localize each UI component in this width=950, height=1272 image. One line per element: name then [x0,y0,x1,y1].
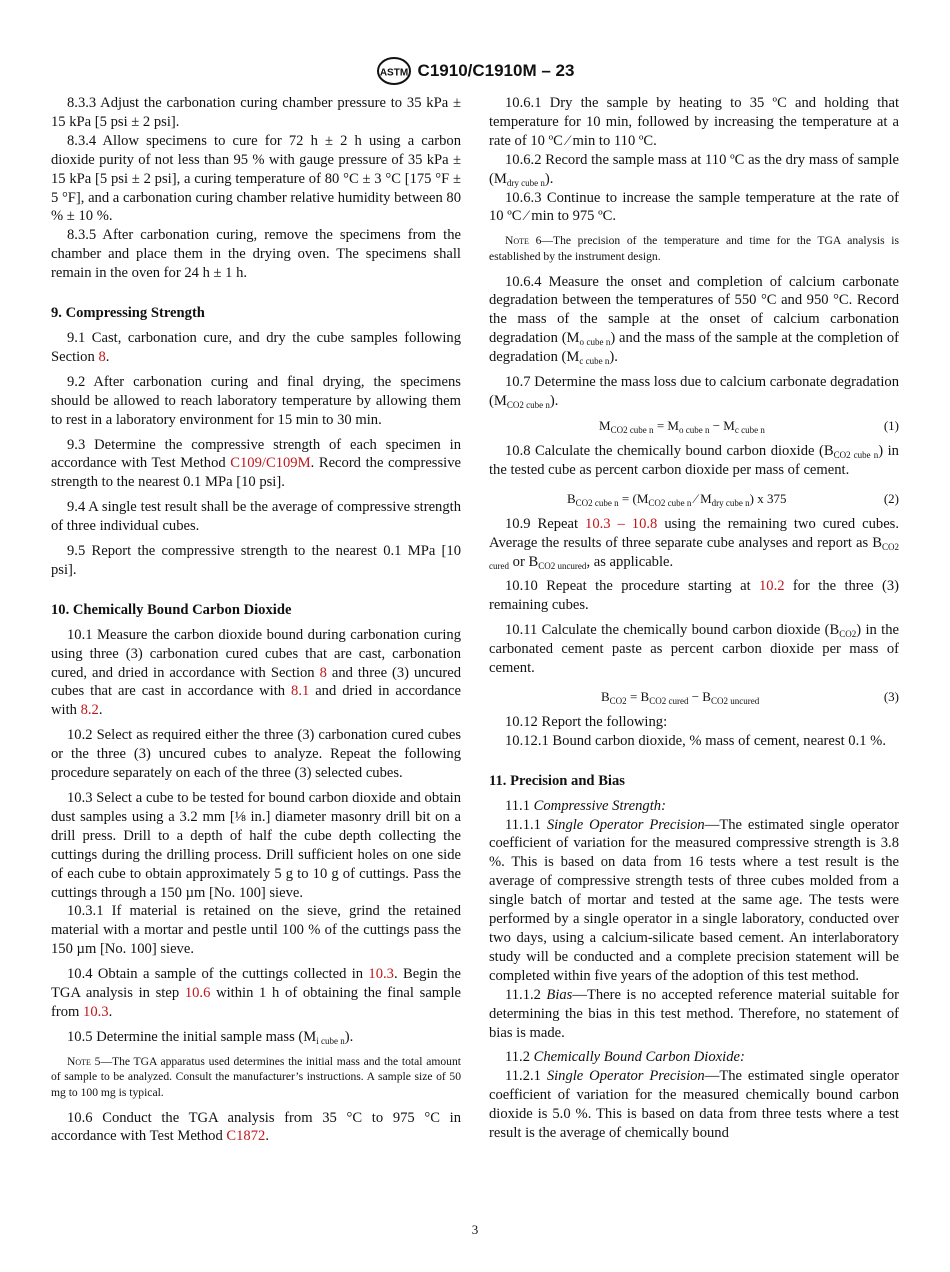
svg-text:ASTM: ASTM [379,67,408,79]
page-number: 3 [471,1222,479,1237]
para-10-11: 10.11 Calculate the chemically bound carbon dioxide $(B_{CO2})$ in the carbonated cement paste as percent carbon dioxide per mass of cement. [489,622,900,677]
link-10-2[interactable]: 10.2 [758,578,785,595]
para-10-6-3: 10.6.3 Continue to increase the sample temperature at the rate of 10 ºC ⁄ min to 975 ºC. [489,189,899,225]
link-10-3[interactable]: 10.3 [83,1003,109,1020]
para-10-7: 10.7 Determine the mass loss due to calcium carbonate degradation $(M_{CO2 cube n})$. [489,374,899,410]
equation-1-expression: $M_{CO2 cube n} = M_{o cube n} - M_{c cube n}$ [599,417,765,435]
right-column [489,94,899,1143]
equation-2-expression: $B_{CO2 cube n} = (M_{CO2 cube n}$ ⁄ $M_{dry cube n}$) x 375 [567,490,787,508]
para-9-3: 9.3 Determine the compressive strength of each specimen in accordance with Test Method C109/C109M. Record the compressive strength to the nearest 0.1 MPa [10 psi]. [51,436,461,491]
link-10-3-to-10-8[interactable]: 10.3 – 10.8 [585,515,658,532]
para-10-4: 10.4 Obtain a sample of the cuttings collected in 10.3. Begin the TGA analysis in step 10.6 within 1 h of obtaining the final sample from 10.3. [51,966,462,1020]
para-10-6-2: 10.6.2 Record the sample mass at 110 ºC as the dry mass of sample $(M_{dry cube n})$. [489,151,899,188]
para-11-2: 11.2 Chemically Bound Carbon Dioxide: [505,1049,745,1066]
equation-2 [489,490,899,509]
document-designation: C1910/C1910M – 23 [417,61,575,80]
link-8-1[interactable]: 8.1 [291,683,310,700]
para-11-1-2: 11.1.2 Bias—There is no accepted reference material suitable for determining the bias in this test method. Therefore, no statement of bias is made. [489,986,899,1041]
equation-3-number: (3) [883,688,899,704]
para-10-6-4: 10.6.4 Measure the onset and completion of calcium carbonate degradation between the temperatures of 550 °C and 950 °C. Record the mass of the sample at the onset of calcium carbonation degradation $(M_{o cube n})$ and the mass of the sample at the completion of degradation $(M_{c cube n})$. [489,273,899,367]
astm-logo-icon [376,56,412,86]
equation-2-number: (2) [883,490,899,506]
left-column [51,94,461,1146]
link-section-8[interactable]: 8 [98,348,106,365]
link-c1872[interactable]: C1872 [226,1128,266,1145]
para-8-3-3: 8.3.3 Adjust the carbonation curing chamber pressure to 35 kPa ± 15 kPa [5 psi ± 2 psi]. [51,95,461,130]
para-10-12: 10.12 Report the following: [505,713,668,730]
note-5: Note 5—The TGA apparatus used determines the initial mass and the total amount of sample to be analyzed. Consult the manufacturer’s instructions. A sample size of 50 mg to 100 mg is typical. [51,1054,461,1099]
equation-3 [489,688,899,707]
section-11-heading: 11. Precision and Bias [489,772,625,789]
section-10-heading: 10. Chemically Bound Carbon Dioxide [51,601,292,618]
para-11-2-1: 11.2.1 Single Operator Precision—The estimated single operator coefficient of variation for the measured chemically bound carbon dioxide is 5.0 %. This is based on data from three tests where a test result is the average of chemically bound [489,1068,900,1142]
para-9-4: 9.4 A single test result shall be the average of compressive strength of three individual cubes. [51,499,461,535]
equation-1-number: (1) [883,417,899,433]
para-10-8: 10.8 Calculate the chemically bound carbon dioxide $(B_{CO2 cube n})$ in the tested cube as percent carbon dioxide per mass of cement. [489,442,899,478]
para-10-10: 10.10 Repeat the procedure starting at 10.2 for the three (3) remaining cubes. [489,578,899,614]
para-10-9: 10.9 Repeat 10.3 – 10.8 using the remaining two cured cubes. Average the results of three separate cube analyses and report as $B_{CO2 cured}$ or $B_{CO2 uncured}$, as applicable. [489,515,899,571]
para-11-1-1: 11.1.1 Single Operator Precision—The estimated single operator coefficient of variation for the measured compressive strength is 3.8 %. This is based on data from 16 tests where a test result is the average of compressive strength tests of three cubes molded from a single batch of mortar and tested at the same age. The tests were performed by a single operator in a single laboratory, conducted over two days, using a calcium-silicate based cement. An interlaboratory study will be conducted and a complete precision statement will be completed within five years of the adoption of this test method. [489,816,900,984]
para-9-1: 9.1 Cast, carbonation cure, and dry the cube samples following Section 8. [51,329,461,365]
note-6: Note 6—The precision of the temperature and time for the TGA analysis is established by the instrument design. [489,234,899,263]
para-8-3-5: 8.3.5 After carbonation curing, remove the specimens from the chamber and place them in the drying oven. The specimens shall remain in the oven for 24 h ± 1 h. [51,227,461,282]
equation-3-expression: $B_{CO2} = B_{CO2 cured} - B_{CO2 uncured}$ [601,688,760,706]
link-10-3[interactable]: 10.3 [368,966,394,983]
para-10-5: 10.5 Determine the initial sample mass $(M_{i cube n})$. [67,1028,354,1046]
para-10-6-1: 10.6.1 Dry the sample by heating to 35 ºC and holding that temperature for 10 min, followed by increasing the temperature at a rate of 10 ºC ⁄ min to 110 ºC. [489,95,899,149]
para-11-1: 11.1 Compressive Strength: [505,797,666,814]
page-header [0,56,950,86]
para-10-6: 10.6 Conduct the TGA analysis from 35 °C to 975 °C in accordance with Test Method C1872. [51,1109,461,1145]
link-c109[interactable]: C109/C109M [230,455,311,472]
para-9-5: 9.5 Report the compressive strength to the nearest 0.1 MPa [10 psi]. [51,543,461,578]
para-9-2: 9.2 After carbonation curing and final drying, the specimens should be allowed to reach laboratory temperature by allowing them to rest in a laboratory environment for 15 min to 30 min. [51,373,461,428]
para-10-12-1: 10.12.1 Bound carbon dioxide, % mass of cement, nearest 0.1 %. [505,732,886,749]
link-section-8[interactable]: 8 [319,664,327,681]
section-9-heading: 9. Compressing Strength [51,305,205,322]
equation-1 [489,417,899,436]
para-10-1: 10.1 Measure the carbon dioxide bound during carbonation curing using three (3) carbonation cured cubes that are cast, carbonation cured, and dried in accordance with Section 8 and three (3) uncured cubes that are cast in accordance with 8.1 and dried in accordance with 8.2. [51,626,461,719]
link-10-6[interactable]: 10.6 [184,985,211,1002]
para-10-3-1: 10.3.1 If material is retained on the sieve, grind the retained material with a mortar and pestle until 100 % of the cuttings pass the 150 µm [No. 100] sieve. [51,903,461,958]
para-10-3: 10.3 Select a cube to be tested for bound carbon dioxide and obtain dust samples using a 3.2 mm [⅛ in.] diameter masonry drill bit on a drill press. Drill to a depth of half the cube depth collecting the cuttings during the drilling process. Drill sufficient holes on one side of each cube to obtain approximately 5 g to 10 g of cuttings. Pass the cuttings through a 150 µm [No. 100] sieve. [51,790,461,901]
para-8-3-4: 8.3.4 Allow specimens to cure for 72 h ± 2 h using a carbon dioxide purity of not less than 95 % with gauge pressure of 35 kPa ± 15 kPa [5 psi ± 2 psi], a curing temperature of 80 °C ± 3 °C [175 °F ± 5 °F], and a carbonation curing chamber relative humidity between 80 % ± 10 %. [51,132,461,225]
link-8-2[interactable]: 8.2 [80,702,99,719]
para-10-2: 10.2 Select as required either the three (3) carbonation cured cubes or the three (3) uncured cubes to analyze. Repeat the following procedure separately on each of the three (3) selected cubes. [51,727,461,782]
